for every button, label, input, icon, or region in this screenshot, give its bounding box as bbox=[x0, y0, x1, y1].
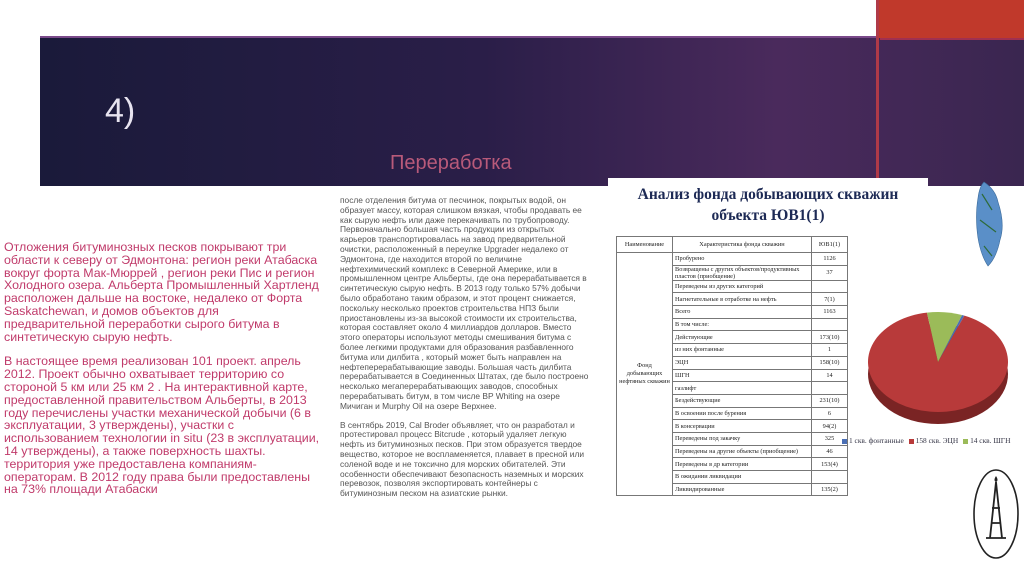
table-cell-characteristic: В освоении после бурения bbox=[673, 407, 812, 420]
pie-legend bbox=[842, 436, 1024, 445]
middle-paragraph-2: В сентябрь 2019, Cal Broder объявляет, что он разработал и протестировал процесс Bitcrude , который удаляет легкую нефть из битуминозных песков. При этом образуется твердое вещество, которое не воспламеняется, плавает в пресной или соленой воде и не токсично для морских обитателей. Эти особенности обеспечивают безопасность наземных и морских перевозок, позволяя экспортировать контейнеры с битуминозным песком на азиатские рынки. bbox=[340, 419, 585, 499]
table-cell-characteristic: газлифт bbox=[673, 382, 812, 395]
legend-swatch-2 bbox=[963, 439, 968, 444]
legend-swatch-1 bbox=[909, 439, 914, 444]
table-heading-line-1: Анализ фонда добывающих скважин bbox=[637, 186, 899, 203]
table-cell-characteristic: Бездействующие bbox=[673, 394, 812, 407]
table-cell-characteristic: В ожидании ликвидации bbox=[673, 471, 812, 484]
table-cell-characteristic: В консервации bbox=[673, 420, 812, 433]
table-header-cell: ЮВ1(1) bbox=[812, 237, 848, 253]
table-cell-characteristic: Переведены из других категорий bbox=[673, 280, 812, 293]
left-paragraph-2: В настоящее время реализован 101 проект. апрель 2012. Проект обычно охватывает территорию со стороной 5 км или 25 км 2 . На интерактивной карте, предоставленной правительством Альберты, в 2013 году перечислены участки механической добычи (6 в эксплуатации, 3 утверждены), участки с использованием технологии in situ (23 в эксплуатации, 14 утверждены), а также поверхность шахты. территория уже предоставлена компаниям-операторам. В 2012 году права были предоставлены на 73% площади Атабаски bbox=[4, 354, 320, 497]
legend-label: 14 скв. ШГН bbox=[970, 436, 1011, 445]
pie-chart bbox=[838, 290, 1024, 450]
table-header-cell: Наименование bbox=[617, 237, 673, 253]
middle-text-block bbox=[340, 196, 590, 508]
accent-block bbox=[876, 0, 1024, 38]
table-cell-value: 173(10) bbox=[812, 331, 848, 344]
accent-line-horizontal bbox=[880, 38, 1024, 40]
table-cell-characteristic: Всего bbox=[673, 306, 812, 319]
legend-label: 158 скв. ЭЦН bbox=[915, 436, 959, 445]
table-heading-line-2: объекта ЮВ1(1) bbox=[711, 207, 825, 224]
table-cell-value: 325 bbox=[812, 432, 848, 445]
table-cell-value: 14 bbox=[812, 369, 848, 382]
table-cell-characteristic: из них фонтанные bbox=[673, 344, 812, 357]
left-paragraph-1: Отложения битуминозных песков покрывают три области к северу от Эдмонтона: регион реки Атабаска вокруг форта Мак-Мюррей , регион реки Пис и регион Холодного озера. Альберта Промышленный Хартленд расположен дальше на востоке, недалеко от Форта Saskatchewan, и домов объектов для предварительной переработки сырого битума в синтетическую сырую нефть. bbox=[4, 240, 319, 344]
table-group-cell: Фонд добывающих нефтяных скважин bbox=[617, 253, 673, 496]
table-cell-value: 158(10) bbox=[812, 356, 848, 369]
table-header-row bbox=[617, 237, 848, 253]
middle-paragraph-1: после отделения битума от песчинок, покрытых водой, он образует массу, которая слишком вязкая, чтобы продавать ее как сырую нефть или даже перекачивать по трубопроводу. Первоначально большая часть продукции из открытых карьеров транспортировалась на завод предварительной очистки, расположенный в переулке Upgrader недалеко от Эдмонтона, где находится второй по величине нефтехимический комплекс в Северной Америке, или в промышленном центре Альберты, где она перерабатывается в синтетическую сырую нефть. В 2013 году только 57% добычи было обработано таким образом, и этот процент снижается, поскольку несколько проектов строительства НПЗ были приостановлены из-за высокой стоимости их строительства, которая составляет около 4 миллиардов долларов. Вместо этого операторы используют методы смешивания битума с более легкими продуктами для образования разбавленного битума или дилбита , который может быть направлен на нефтеперерабатывающие заводы. Большая часть дилбита перерабатывается в Соединенных Штатах, где было построено несколько мегаперерабатывающих заводов, способных перерабатывать битум, в том числе BP Whiting на озере Мичиган и Murphy Oil на озере Верхнее. bbox=[340, 195, 589, 411]
table-cell-value: 37 bbox=[812, 265, 848, 280]
table-cell-characteristic: ШГН bbox=[673, 369, 812, 382]
slide-subtitle: Переработка bbox=[390, 152, 512, 174]
table-cell-characteristic: Нагнетательные в отработке на нефть bbox=[673, 293, 812, 306]
table-cell-characteristic: Ликвидированные bbox=[673, 483, 812, 496]
accent-line bbox=[876, 0, 879, 186]
table-cell-value: 1163 bbox=[812, 306, 848, 319]
table-cell-characteristic: ЭЦН bbox=[673, 356, 812, 369]
region-map bbox=[970, 180, 1010, 270]
table-cell-characteristic: В том числе: bbox=[673, 318, 812, 331]
table-cell-value: 94(2) bbox=[812, 420, 848, 433]
table-cell-characteristic: Возвращены с других объектов/продуктивных пластов (приобщение) bbox=[673, 265, 812, 280]
table-cell-characteristic: Переведены на другие объекты (приобщение) bbox=[673, 445, 812, 458]
table-cell-characteristic: Переведены под закачку bbox=[673, 432, 812, 445]
table-cell-value: 231(10) bbox=[812, 394, 848, 407]
table-cell-value: 1 bbox=[812, 344, 848, 357]
table-cell-value: 7(1) bbox=[812, 293, 848, 306]
slide-title: 4) bbox=[105, 92, 136, 130]
table-cell-value: 1126 bbox=[812, 253, 848, 266]
table-cell-value bbox=[812, 471, 848, 484]
table-cell-characteristic: Переведены в др категории bbox=[673, 458, 812, 471]
well-fund-table bbox=[616, 236, 848, 496]
table-header-cell: Характеристика фонда скважин bbox=[673, 237, 812, 253]
legend-label: 1 скв. фонтанные bbox=[849, 436, 904, 445]
table-cell-value: 135(2) bbox=[812, 483, 848, 496]
table-cell-value: 46 bbox=[812, 445, 848, 458]
left-text-block bbox=[4, 241, 322, 508]
table-cell-value: 6 bbox=[812, 407, 848, 420]
table-cell-characteristic: Действующие bbox=[673, 331, 812, 344]
table-cell-value: 153(4) bbox=[812, 458, 848, 471]
logo bbox=[972, 468, 1020, 560]
table-cell-characteristic: Пробурено bbox=[673, 253, 812, 266]
table-row bbox=[617, 253, 848, 266]
table-heading bbox=[608, 178, 928, 226]
legend-swatch-0 bbox=[842, 439, 847, 444]
